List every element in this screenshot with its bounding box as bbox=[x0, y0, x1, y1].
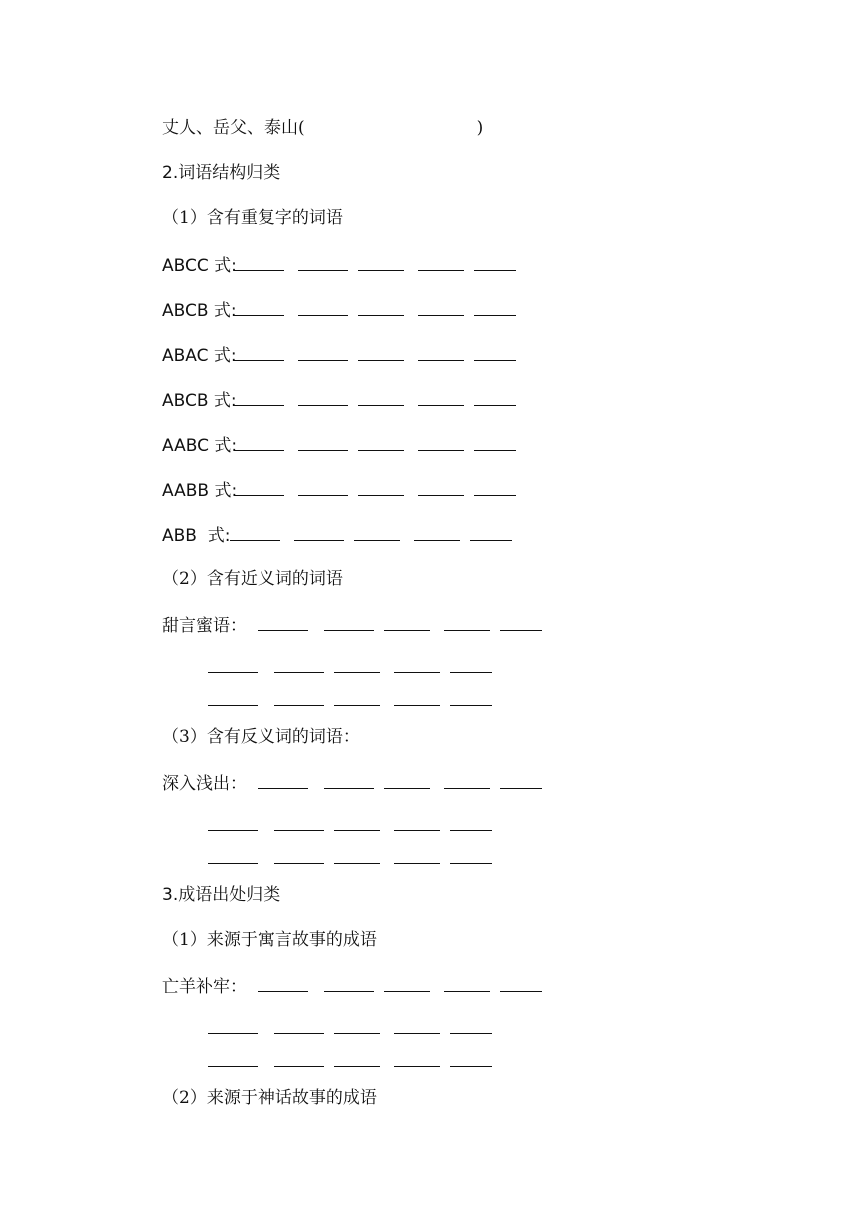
blank[interactable] bbox=[384, 771, 430, 789]
section2-heading: 2.词语结构归类 bbox=[162, 163, 281, 183]
blank[interactable] bbox=[474, 433, 516, 451]
pattern-row-abac bbox=[162, 343, 516, 367]
pattern-label: ABCB 式: bbox=[162, 391, 237, 411]
blank[interactable] bbox=[418, 478, 464, 496]
blank[interactable] bbox=[474, 253, 516, 271]
blank[interactable] bbox=[208, 655, 258, 673]
relatives-line bbox=[162, 117, 483, 139]
blank[interactable] bbox=[500, 771, 542, 789]
blank[interactable] bbox=[234, 343, 284, 361]
blank[interactable] bbox=[354, 523, 400, 541]
example-label: 深入浅出： bbox=[162, 774, 247, 794]
blank[interactable] bbox=[358, 343, 404, 361]
blank[interactable] bbox=[450, 1016, 492, 1034]
blank[interactable] bbox=[274, 846, 324, 864]
section2-sub3: （3）含有反义词的词语： bbox=[162, 727, 360, 747]
blank[interactable] bbox=[208, 1049, 258, 1067]
blank[interactable] bbox=[208, 846, 258, 864]
synonym-blank-row bbox=[208, 655, 492, 679]
example-label: 亡羊补牢： bbox=[162, 977, 247, 997]
blank[interactable] bbox=[474, 478, 516, 496]
blank[interactable] bbox=[450, 1049, 492, 1067]
blank[interactable] bbox=[334, 1049, 380, 1067]
blank[interactable] bbox=[474, 388, 516, 406]
blank[interactable] bbox=[384, 613, 430, 631]
blank[interactable] bbox=[234, 253, 284, 271]
antonym-blank-row bbox=[208, 813, 492, 837]
blank[interactable] bbox=[474, 343, 516, 361]
pattern-row-abcc bbox=[162, 253, 516, 277]
blank[interactable] bbox=[394, 813, 440, 831]
blank[interactable] bbox=[414, 523, 460, 541]
blank[interactable] bbox=[444, 771, 490, 789]
blank[interactable] bbox=[358, 388, 404, 406]
blank[interactable] bbox=[298, 433, 348, 451]
pattern-label: ABCB 式: bbox=[162, 301, 237, 321]
blank[interactable] bbox=[444, 974, 490, 992]
blank[interactable] bbox=[324, 974, 374, 992]
blank[interactable] bbox=[418, 253, 464, 271]
blank[interactable] bbox=[258, 613, 308, 631]
fable-blank-row bbox=[208, 1049, 492, 1073]
blank[interactable] bbox=[384, 974, 430, 992]
blank[interactable] bbox=[298, 388, 348, 406]
blank[interactable] bbox=[334, 1016, 380, 1034]
blank[interactable] bbox=[450, 846, 492, 864]
pattern-label: ABAC 式: bbox=[162, 346, 237, 366]
blank[interactable] bbox=[394, 1049, 440, 1067]
blank[interactable] bbox=[394, 655, 440, 673]
blank[interactable] bbox=[274, 1049, 324, 1067]
blank[interactable] bbox=[394, 1016, 440, 1034]
pattern-row-abcb-2 bbox=[162, 388, 516, 412]
antonym-row bbox=[162, 771, 542, 795]
blank[interactable] bbox=[258, 974, 308, 992]
section3-sub2: （2）来源于神话故事的成语 bbox=[162, 1088, 377, 1108]
blank[interactable] bbox=[500, 613, 542, 631]
pattern-label: ABCC 式: bbox=[162, 256, 237, 276]
blank[interactable] bbox=[444, 613, 490, 631]
blank[interactable] bbox=[450, 655, 492, 673]
blank[interactable] bbox=[500, 974, 542, 992]
section2-sub2: （2）含有近义词的词语 bbox=[162, 569, 343, 589]
section2-sub1: （1）含有重复字的词语 bbox=[162, 208, 343, 228]
blank[interactable] bbox=[298, 298, 348, 316]
pattern-row-abb bbox=[162, 523, 512, 547]
blank[interactable] bbox=[298, 253, 348, 271]
blank[interactable] bbox=[294, 523, 344, 541]
blank[interactable] bbox=[358, 433, 404, 451]
synonym-blank-row bbox=[208, 688, 492, 712]
blank[interactable] bbox=[418, 433, 464, 451]
fable-row bbox=[162, 974, 542, 998]
blank[interactable] bbox=[274, 688, 324, 706]
close-paren: ) bbox=[476, 118, 484, 138]
blank[interactable] bbox=[394, 846, 440, 864]
blank[interactable] bbox=[258, 771, 308, 789]
blank[interactable] bbox=[208, 688, 258, 706]
blank[interactable] bbox=[450, 688, 492, 706]
blank[interactable] bbox=[334, 655, 380, 673]
blank[interactable] bbox=[358, 298, 404, 316]
blank[interactable] bbox=[418, 298, 464, 316]
blank[interactable] bbox=[418, 388, 464, 406]
relatives-text: 丈人、岳父、泰山( bbox=[162, 118, 305, 138]
blank[interactable] bbox=[234, 388, 284, 406]
blank[interactable] bbox=[208, 813, 258, 831]
blank[interactable] bbox=[358, 478, 404, 496]
blank[interactable] bbox=[334, 813, 380, 831]
blank[interactable] bbox=[234, 478, 284, 496]
pattern-label: AABC 式: bbox=[162, 436, 238, 456]
fable-blank-row bbox=[208, 1016, 492, 1040]
pattern-label: ABB 式: bbox=[162, 526, 231, 546]
example-label: 甜言蜜语： bbox=[162, 616, 247, 636]
pattern-row-abcb bbox=[162, 298, 516, 322]
blank[interactable] bbox=[298, 343, 348, 361]
blank[interactable] bbox=[274, 655, 324, 673]
blank[interactable] bbox=[334, 688, 380, 706]
blank[interactable] bbox=[334, 846, 380, 864]
blank[interactable] bbox=[474, 298, 516, 316]
blank[interactable] bbox=[234, 298, 284, 316]
blank[interactable] bbox=[208, 1016, 258, 1034]
antonym-blank-row bbox=[208, 846, 492, 870]
blank[interactable] bbox=[470, 523, 512, 541]
blank[interactable] bbox=[230, 523, 280, 541]
blank[interactable] bbox=[450, 813, 492, 831]
blank[interactable] bbox=[298, 478, 348, 496]
section3-sub1: （1）来源于寓言故事的成语 bbox=[162, 930, 377, 950]
pattern-row-aabc bbox=[162, 433, 516, 457]
synonym-row bbox=[162, 613, 542, 637]
pattern-label: AABB 式: bbox=[162, 481, 238, 501]
section3-heading: 3.成语出处归类 bbox=[162, 885, 281, 905]
blank[interactable] bbox=[358, 253, 404, 271]
blank[interactable] bbox=[234, 433, 284, 451]
blank[interactable] bbox=[324, 771, 374, 789]
blank[interactable] bbox=[274, 1016, 324, 1034]
blank[interactable] bbox=[274, 813, 324, 831]
pattern-row-aabb bbox=[162, 478, 516, 502]
blank[interactable] bbox=[418, 343, 464, 361]
blank[interactable] bbox=[394, 688, 440, 706]
blank[interactable] bbox=[324, 613, 374, 631]
